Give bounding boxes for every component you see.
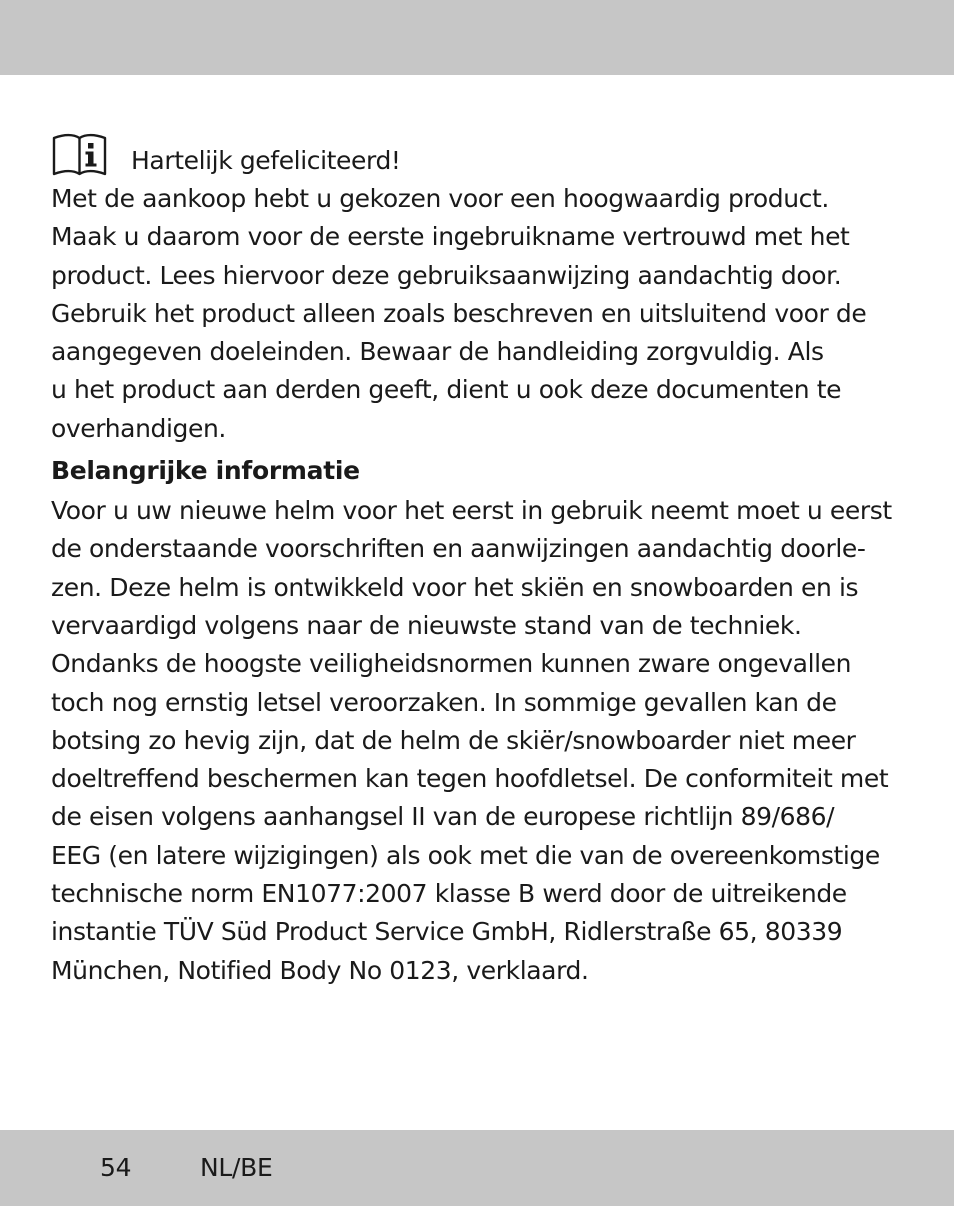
header-band [0, 0, 954, 75]
section-line: EEG (en latere wijzigingen) als ook met die van de overeenkomstige [51, 840, 880, 870]
intro-line: aangegeven doeleinden. Bewaar de handleiding zorgvuldig. Als [51, 337, 824, 367]
section-line: technische norm EN1077:2007 klasse B werd door de uitreikende [51, 879, 847, 909]
language-code: NL/BE [200, 1153, 273, 1182]
greeting-text: Hartelijk gefeliciteerd! [131, 146, 401, 175]
section-line: zen. Deze helm is ontwikkeld voor het skiën en snowboarden en is [51, 572, 859, 602]
section-line: doeltreffend beschermen kan tegen hoofdletsel. De conformiteit met [51, 764, 889, 794]
intro-paragraph [51, 180, 911, 448]
section-line: Voor u uw nieuwe helm voor het eerst in gebruik neemt moet u eerst [51, 496, 892, 526]
section-line: München, Notified Body No 0123, verklaard. [51, 955, 589, 985]
section-line: toch nog ernstig letsel veroorzaken. In sommige gevallen kan de [51, 687, 837, 717]
page-footer [100, 1148, 273, 1188]
intro-line: Gebruik het product alleen zoals beschreven en uitsluitend voor de [51, 298, 867, 328]
section-line: instantie TÜV Süd Product Service GmbH, Ridlerstraße 65, 80339 [51, 917, 843, 947]
footer-band [0, 1130, 954, 1206]
section-line: botsing zo hevig zijn, dat de helm de skiër/snowboarder niet meer [51, 725, 856, 755]
section-line: de eisen volgens aanhangsel II van de europese richtlijn 89/686/ [51, 802, 835, 832]
section-line: de onderstaande voorschriften en aanwijzingen aandachtig doorle- [51, 534, 866, 564]
section-line: Ondanks de hoogste veiligheidsnormen kunnen zware ongevallen [51, 649, 852, 679]
section-paragraph [51, 492, 911, 990]
intro-line: u het product aan derden geeft, dient u ook deze documenten te [51, 375, 842, 405]
intro-line: Met de aankoop hebt u gekozen voor een hoogwaardig product. [51, 184, 829, 213]
info-manual-icon [51, 132, 108, 178]
section-heading: Belangrijke informatie [51, 456, 360, 486]
intro-line: product. Lees hiervoor deze gebruiksaanwijzing aandachtig door. [51, 260, 842, 290]
intro-line: Maak u daarom voor de eerste ingebruikname vertrouwd met het [51, 222, 850, 252]
intro-line: overhandigen. [51, 413, 226, 443]
section-line: vervaardigd volgens naar de nieuwste stand van de techniek. [51, 610, 802, 640]
page-content [51, 124, 911, 990]
page-number: 54 [100, 1153, 132, 1182]
intro-heading-row [51, 124, 911, 178]
